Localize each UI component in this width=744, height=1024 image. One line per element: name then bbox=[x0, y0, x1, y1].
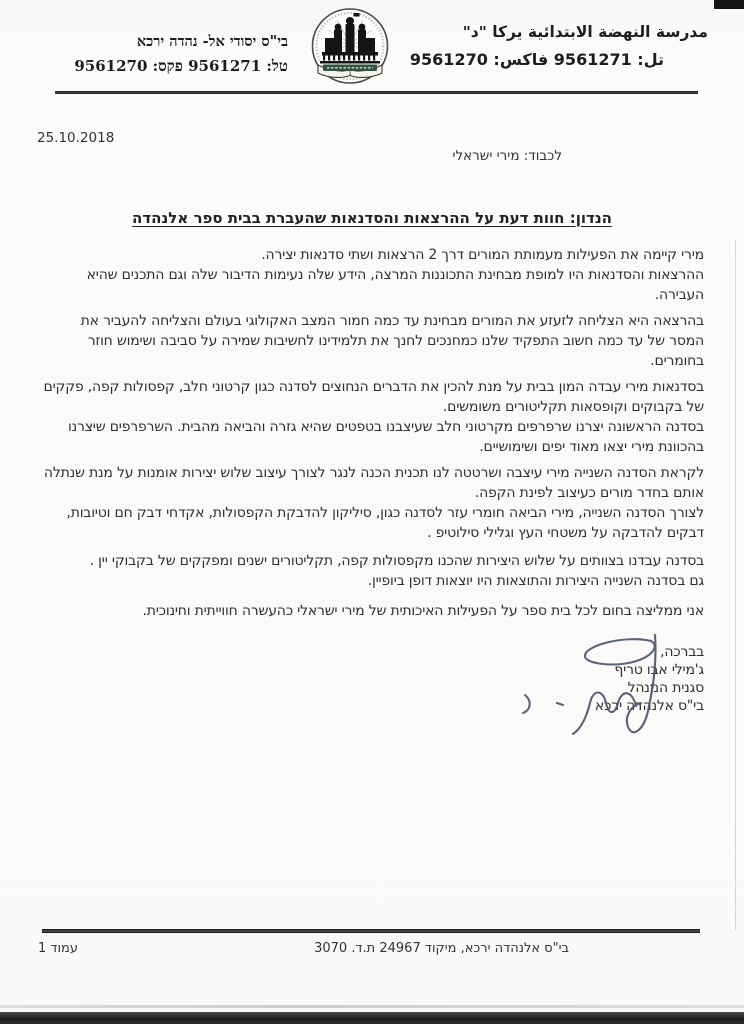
body-paragraph: גם בסדנה השנייה היצירות והתוצאות היו יוצאות דופן ביופיין. bbox=[367, 573, 704, 589]
school-emblem-icon bbox=[310, 7, 390, 87]
letterhead-hebrew bbox=[60, 34, 288, 74]
body-paragraph: ההרצאות והסדנאות היו למופת מבחינת התכוננות המרצה, הידע שלה נעימות הדיבור שלה וגם התכנים שהיא העבירה. bbox=[86, 267, 704, 303]
body-paragraph: בסדנה עבדנו בצוותים על שלוש היצירות שהכנו מקפסולות קפה, תקליטורים ישנים ומפקקים של בקבוקי יין . bbox=[89, 553, 704, 569]
scan-edge-line bbox=[735, 240, 736, 930]
closing-salutation: בברכה, bbox=[660, 644, 704, 660]
body-paragraph: לקראת הסדנה השנייה מירי עיצבה ושרטטה לנו תכנית הכנה לנגר לצורך עיצוב שלוש יצירות אומנות על מנת שנתלה אותם בחדר מורים כעיצוב לפינת הקפה. bbox=[43, 465, 704, 501]
footer-divider bbox=[42, 929, 700, 933]
body-paragraph: בסדנה הראשונה יצרנו שרפרפים מקרטוני חלב שעיצבנו בטפטים שהיא גזרה והביאה מהבית. השרפרפים שיצרנו בהכוונת מירי יצאו מאוד יפים ושימושיים. bbox=[67, 419, 704, 455]
phone-fax-arabic: تل: 9561271 فاكس: 9561270 bbox=[409, 49, 664, 69]
body-paragraph: בהרצאה היא הצליחה לזעזע את המורים מבחינת עד כמה חמור המצב האקולוגי בעולם והצליחה להעביר את המסר של עד כמה חשוב התפקיד שלנו כמחנכים לחנך את תלמידינו לחשיבות שמירה על סביבה ושימוש חוזר בחומרים. bbox=[80, 313, 704, 369]
footer-address: בי"ס אלנהדה ירכא, מיקוד 24967 ת.ד. 3070 bbox=[314, 941, 569, 956]
paragraph-group bbox=[42, 377, 704, 457]
letterhead-arabic bbox=[410, 24, 708, 69]
scan-bottom-bar bbox=[0, 1012, 744, 1024]
letter-date: 25.10.2018 bbox=[37, 130, 115, 146]
paragraph-group bbox=[42, 551, 704, 591]
paragraph-group bbox=[42, 311, 704, 371]
body-paragraph: מירי קיימה את הפעילות מעמותת המורים דרך 2 הרצאות ושתי סדנאות יצירה. bbox=[261, 247, 704, 263]
body-paragraph: לצורך הסדנה השנייה, מירי הביאה חומרי עזר לסדנה כגון, סיליקון להדבקת הקפסולות, אקדחי דבק חם וטיובות, דבקים להדבקה על משטחי העץ וגלילי סילוטיפ . bbox=[66, 505, 704, 541]
school-name-hebrew: בי"ס יסודי אל- נהדה ירכא bbox=[136, 33, 288, 50]
signer-school: בי"ס אלנהדה ירכא bbox=[594, 698, 704, 714]
paragraph-group bbox=[42, 463, 704, 543]
school-name-arabic: مدرسة النهضة الابتدائية يركا "د" bbox=[462, 23, 708, 41]
signer-name: ג'מילי אבו טריף bbox=[614, 662, 704, 678]
subject-line: הנדון: חוות דעת על ההרצאות והסדנאות שהעברת בבית ספר אלנהדה bbox=[132, 209, 612, 227]
paragraph-group bbox=[42, 601, 704, 621]
scan-corner-mark bbox=[714, 0, 744, 9]
scan-bottom-streak bbox=[0, 1005, 744, 1008]
addressee: לכבוד: מירי ישראלי bbox=[452, 148, 562, 164]
closing-block bbox=[42, 643, 704, 715]
header-divider bbox=[55, 91, 698, 94]
paragraph-group bbox=[42, 245, 704, 305]
footer-page-number: עמוד 1 bbox=[38, 941, 79, 956]
phone-fax-hebrew: טל: 9561271 פקס: 9561270 bbox=[74, 56, 288, 75]
body-paragraph: אני ממליצה בחום לכל בית ספר על הפעילות האיכותית של מירי ישראלי כהעשרה חווייתית וחינוכית. bbox=[142, 603, 704, 619]
letter-body bbox=[42, 245, 704, 715]
signer-title: סגנית המנהל bbox=[627, 680, 704, 696]
body-paragraph: בסדנאות מירי עבדה המון בבית על מנת להכין את הדברים הנחוצים לסדנה כגון קרטוני חלב, קפסולות קפה, פקקים של בקבוקים וקופסאות תקליטורים משומשים. bbox=[43, 379, 704, 415]
